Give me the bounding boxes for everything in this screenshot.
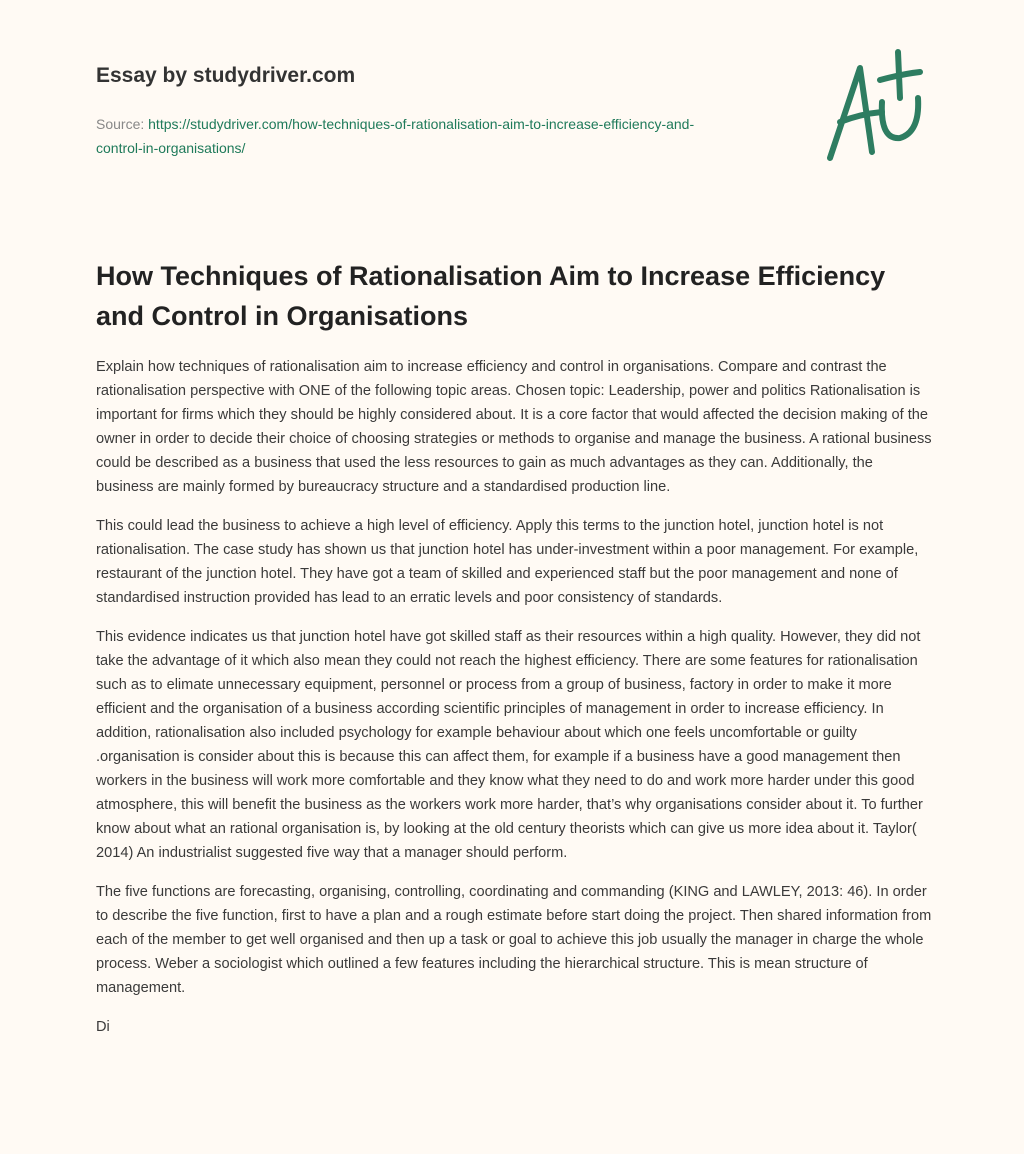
source-link[interactable]: https://studydriver.com/how-techniques-of-rationalisation-aim-to-increase-efficiency-and-control-in-organisations/ [96, 116, 695, 156]
source-label: Source: [96, 116, 145, 132]
paragraph: This could lead the business to achieve a high level of efficiency. Apply this terms to the junction hotel, junction hotel is not rationalisation. The case study has shown us that junction hotel has under-investment within a poor management. For example, restaurant of the junction hotel. They have got a team of skilled and experienced staff but the poor management and none of standardised instruction provided has lead to an erratic levels and poor consistency of standards. [96, 518, 919, 606]
paragraph: Di [96, 1019, 110, 1035]
article-title: How Techniques of Rationalisation Aim to Increase Efficiency and Control in Organisations [96, 261, 886, 331]
site-brand: Essay by studydriver.com [96, 64, 356, 87]
paragraph: The five functions are forecasting, organising, controlling, coordinating and commanding (KING and LAWLEY, 2013: 46). In order to describe the five function, first to have a plan and a rough estimate before start doing the project. Then shared information from each of the member to get well organised and then up a task or goal to achieve this job usually the manager in charge the whole process. Weber a sociologist which outlined a few features including the hierarchical structure. This is mean structure of management. [96, 884, 932, 996]
paragraph: Explain how techniques of rationalisation aim to increase efficiency and control in organisations. Compare and contrast the rationalisation perspective with ONE of the following topic areas. Chosen topic: Leadership, power and politics Rationalisation is important for firms which they should be highly considered about. It is a core factor that would affected the decision making of the owner in order to decide their choice of choosing strategies or methods to organise and manage the business. A rational business could be described as a business that used the less resources to gain as much advantages as they can. Additionally, the business are mainly formed by bureaucracy structure and a standardised production line. [96, 359, 932, 495]
article-body [96, 355, 932, 1054]
paragraph: This evidence indicates us that junction hotel have got skilled staff as their resources within a high quality. However, they did not take the advantage of it which also mean they could not reach the highest efficiency. There are some features for rationalisation such as to elimate unnecessary equipment, personnel or process from a group of business, factory in order to make it more efficient and the organisation of a business according scientific principles of management in order to increase efficiency. In addition, rationalisation also included psychology for example behaviour about which one feels uncomfortable or guilty .organisation is consider about this is because this can affect them, for example if a business have a good management then workers in the business will work more comfortable and they know what they need to do and work more harder under this good atmosphere, this will benefit the business as the workers work more harder, that’s why organisations consider about it. To further know about what an rational organisation is, by looking at the old century theorists which can give us more idea about it. Taylor( 2014) An industrialist suggested five way that a manager should perform. [96, 629, 923, 861]
a-plus-logo-icon [820, 40, 930, 165]
source-line [96, 112, 736, 160]
